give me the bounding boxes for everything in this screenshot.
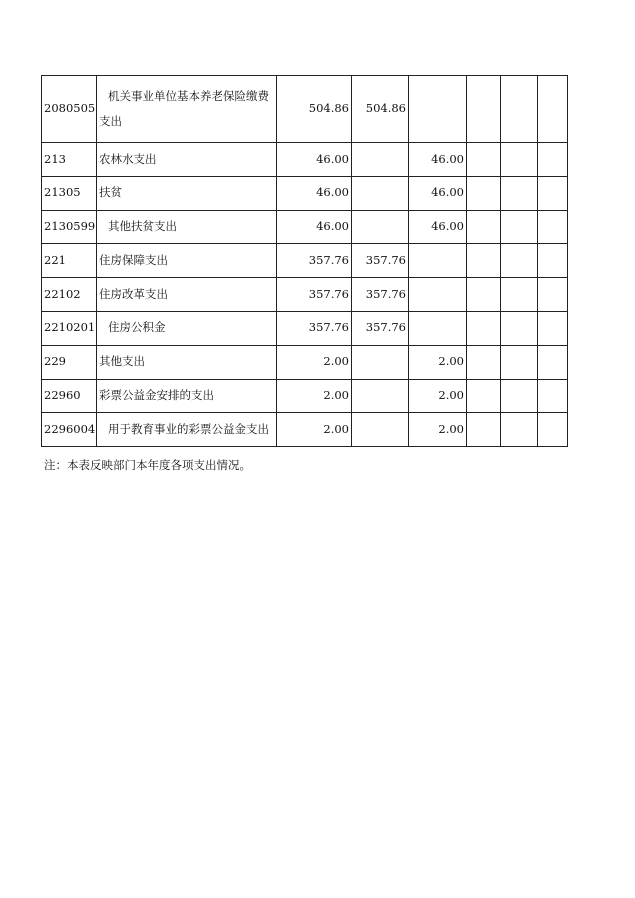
row-name: 其他支出 xyxy=(97,345,277,379)
row-total: 2.00 xyxy=(277,413,352,447)
row-col4 xyxy=(467,143,501,177)
row-total: 2.00 xyxy=(277,379,352,413)
row-basic: 357.76 xyxy=(352,244,409,278)
row-col6 xyxy=(538,345,568,379)
row-basic xyxy=(352,143,409,177)
row-code: 229 xyxy=(42,345,97,379)
row-col4 xyxy=(467,76,501,143)
row-project: 2.00 xyxy=(409,345,467,379)
row-col5 xyxy=(501,143,538,177)
row-code: 2130599 xyxy=(42,210,97,244)
row-code: 2210201 xyxy=(42,311,97,345)
row-code: 22102 xyxy=(42,278,97,312)
row-total: 2.00 xyxy=(277,345,352,379)
row-code: 2080505 xyxy=(42,76,97,143)
row-basic xyxy=(352,345,409,379)
row-total: 357.76 xyxy=(277,244,352,278)
row-col6 xyxy=(538,76,568,143)
row-basic: 504.86 xyxy=(352,76,409,143)
row-name xyxy=(97,76,277,143)
row-project xyxy=(409,244,467,278)
row-project: 46.00 xyxy=(409,176,467,210)
row-total: 46.00 xyxy=(277,143,352,177)
table-row xyxy=(42,345,568,379)
row-col6 xyxy=(538,379,568,413)
row-col4 xyxy=(467,176,501,210)
row-col6 xyxy=(538,143,568,177)
row-name: 扶贫 xyxy=(97,176,277,210)
row-col4 xyxy=(467,244,501,278)
row-total: 504.86 xyxy=(277,76,352,143)
row-project xyxy=(409,76,467,143)
row-col6 xyxy=(538,413,568,447)
row-col5 xyxy=(501,210,538,244)
table-note: 注：本表反映部门本年度各项支出情况。 xyxy=(44,458,251,472)
row-col6 xyxy=(538,244,568,278)
row-col4 xyxy=(467,379,501,413)
row-col5 xyxy=(501,76,538,143)
row-basic: 357.76 xyxy=(352,311,409,345)
table-row xyxy=(42,278,568,312)
row-total: 46.00 xyxy=(277,210,352,244)
row-project: 2.00 xyxy=(409,413,467,447)
table-row xyxy=(42,176,568,210)
row-project: 2.00 xyxy=(409,379,467,413)
row-basic xyxy=(352,413,409,447)
table-row xyxy=(42,379,568,413)
row-total: 357.76 xyxy=(277,311,352,345)
row-project: 46.00 xyxy=(409,210,467,244)
row-col6 xyxy=(538,311,568,345)
row-col5 xyxy=(501,244,538,278)
table-row xyxy=(42,143,568,177)
row-project xyxy=(409,278,467,312)
row-col5 xyxy=(501,311,538,345)
table-row xyxy=(42,244,568,278)
row-col6 xyxy=(538,176,568,210)
row-total: 46.00 xyxy=(277,176,352,210)
row-basic xyxy=(352,176,409,210)
row-col5 xyxy=(501,379,538,413)
table-row xyxy=(42,76,568,143)
row-col5 xyxy=(501,278,538,312)
row-code: 2296004 xyxy=(42,413,97,447)
row-code: 21305 xyxy=(42,176,97,210)
row-col5 xyxy=(501,413,538,447)
row-name: 住房公积金 xyxy=(97,311,277,345)
row-col4 xyxy=(467,210,501,244)
row-project xyxy=(409,311,467,345)
row-col4 xyxy=(467,345,501,379)
row-name: 住房保障支出 xyxy=(97,244,277,278)
row-name-line1: 机关事业单位基本养老保险缴费 xyxy=(108,88,269,103)
row-col4 xyxy=(467,413,501,447)
row-name: 彩票公益金安排的支出 xyxy=(97,379,277,413)
row-name: 农林水支出 xyxy=(97,143,277,177)
row-code: 22960 xyxy=(42,379,97,413)
table-row xyxy=(42,413,568,447)
row-total: 357.76 xyxy=(277,278,352,312)
row-name: 住房改革支出 xyxy=(97,278,277,312)
row-basic xyxy=(352,379,409,413)
row-name-line2: 支出 xyxy=(99,114,122,128)
row-col4 xyxy=(467,311,501,345)
row-col5 xyxy=(501,176,538,210)
expenditure-table xyxy=(41,75,568,447)
row-col6 xyxy=(538,210,568,244)
row-name: 其他扶贫支出 xyxy=(97,210,277,244)
table-row xyxy=(42,311,568,345)
row-name: 用于教育事业的彩票公益金支出 xyxy=(97,413,277,447)
row-col4 xyxy=(467,278,501,312)
row-col6 xyxy=(538,278,568,312)
row-project: 46.00 xyxy=(409,143,467,177)
row-col5 xyxy=(501,345,538,379)
row-code: 221 xyxy=(42,244,97,278)
row-basic xyxy=(352,210,409,244)
row-code: 213 xyxy=(42,143,97,177)
table-row xyxy=(42,210,568,244)
row-basic: 357.76 xyxy=(352,278,409,312)
